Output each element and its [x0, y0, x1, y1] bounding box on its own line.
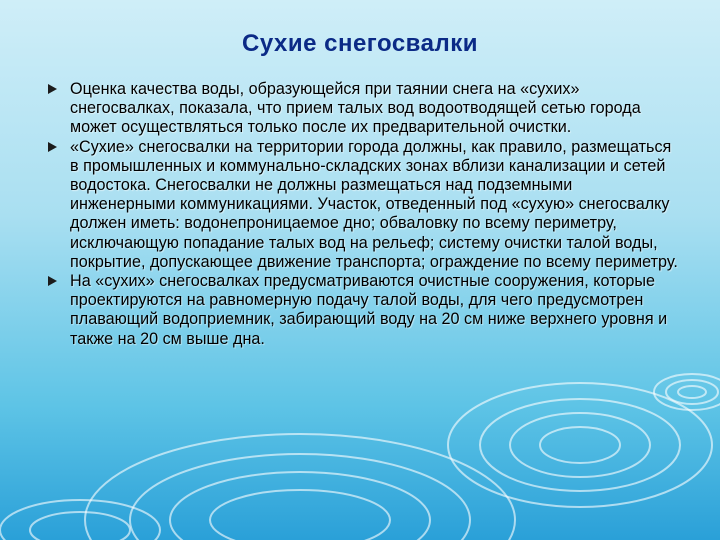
- bullet-item: [48, 272, 678, 349]
- arrowhead-bullet-icon: [48, 142, 57, 152]
- bullet-text: «Сухие» снегосвалки на территории города должны, как правило, размещаться в промышленных и коммунально-складских зонах вблизи канализации и сетей водостока. Снегосвалки не должны размещаться над подземными инженерными коммуникациями. Участок, отведенный под «сухую» снегосвалку должен иметь: водонепроницаемое дно; обваловку по всему периметру, исключающую попадание талых вод на рельеф; систему очистки талой воды, покрытие, допускающее движение транспорта; ограждение по всему периметру.: [70, 137, 678, 271]
- slide-title: Сухие снегосвалки: [242, 30, 478, 57]
- bullet-text: Оценка качества воды, образующейся при таянии снега на «сухих» снегосвалках, показала, что прием талых вод водоотводящей сетью города может осуществляться только после их предварительной очистки.: [70, 80, 641, 137]
- bullet-item: [48, 138, 678, 272]
- bullet-text: На «сухих» снегосвалках предусматриваются очистные сооружения, которые проектируются на равномерную подачу талой воды, для чего предусмотрен плавающий водоприемник, забирающий воду на 20 см ниже верхнего уровня и также на 20 см выше дна.: [70, 272, 668, 348]
- arrowhead-bullet-icon: [48, 84, 57, 94]
- bullet-item: [48, 80, 678, 138]
- arrowhead-bullet-icon: [48, 276, 57, 286]
- bullet-list: [48, 80, 678, 349]
